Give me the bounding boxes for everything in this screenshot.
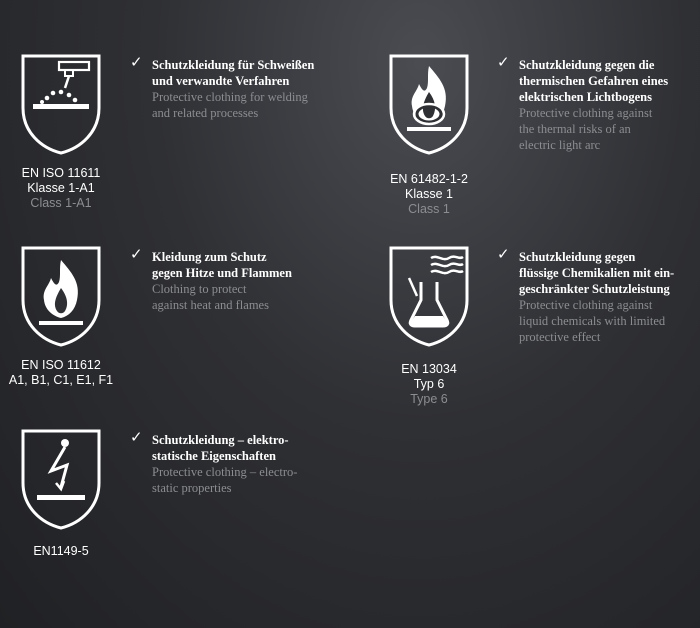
check-icon: ✓ bbox=[497, 53, 510, 71]
description-en-line: against heat and flames bbox=[152, 298, 269, 312]
description-de-line: geschränkter Schutzleistung bbox=[519, 282, 670, 296]
description-en-line: Protective clothing – electro- bbox=[152, 465, 298, 479]
description-de-line: und verwandte Verfahren bbox=[152, 74, 290, 88]
description-en-line: Protective clothing for welding bbox=[152, 90, 308, 104]
standard-class-en: Class 1 bbox=[408, 202, 450, 216]
standard-number: EN 61482-1-2 bbox=[390, 172, 468, 186]
standard-class-en: Class 1-A1 bbox=[30, 196, 92, 210]
description-en-line: Clothing to protect bbox=[152, 282, 247, 296]
description bbox=[130, 53, 315, 121]
description-en-line: the thermal risks of an bbox=[519, 122, 631, 136]
standard-class: A1, B1, C1, E1, F1 bbox=[8, 373, 114, 387]
description-en-line: Protective clothing against bbox=[519, 298, 653, 312]
standard-number: EN1149-5 bbox=[33, 544, 89, 558]
standard-label bbox=[0, 166, 126, 211]
check-icon: ✓ bbox=[497, 245, 510, 263]
standard-label bbox=[0, 544, 126, 559]
standard-number: EN 13034 bbox=[401, 362, 457, 376]
check-icon: ✓ bbox=[130, 245, 143, 263]
description-en-line: and related processes bbox=[152, 106, 259, 120]
description-en-line: protective effect bbox=[519, 330, 601, 344]
description-en-line: Protective clothing against bbox=[519, 106, 653, 120]
standard-class-en: Type 6 bbox=[410, 392, 448, 406]
standard-number: EN ISO 11612 bbox=[21, 358, 101, 372]
check-icon: ✓ bbox=[130, 53, 143, 71]
standard-number: EN ISO 11611 bbox=[21, 166, 101, 180]
description bbox=[130, 245, 292, 313]
description-de-line: Schutzkleidung – elektro- bbox=[152, 433, 289, 447]
description-de-line: gegen Hitze und Flammen bbox=[152, 266, 292, 280]
description-de-line: Schutzkleidung gegen die bbox=[519, 58, 655, 72]
standard-class: Klasse 1 bbox=[405, 187, 453, 201]
electric-arc-flame-icon bbox=[387, 52, 471, 156]
description bbox=[130, 428, 298, 496]
flame-icon bbox=[19, 244, 103, 348]
description-en-line: liquid chemicals with limited bbox=[519, 314, 666, 328]
description-en-line: electric light arc bbox=[519, 138, 601, 152]
chemical-flask-icon bbox=[387, 244, 471, 348]
standard-label bbox=[364, 172, 494, 217]
description bbox=[497, 245, 675, 345]
description-de-line: Schutzkleidung für Schweißen bbox=[152, 58, 315, 72]
standard-label bbox=[0, 358, 126, 388]
description-de-line: elektrischen Lichtbogens bbox=[519, 90, 652, 104]
description-de-line: Kleidung zum Schutz bbox=[152, 250, 267, 264]
description-de-line: thermischen Gefahren eines bbox=[519, 74, 669, 88]
welding-icon bbox=[19, 52, 103, 156]
electrostatic-icon bbox=[19, 427, 103, 531]
description-de-line: Schutzkleidung gegen bbox=[519, 250, 636, 264]
description-de-line: statische Eigenschaften bbox=[152, 449, 276, 463]
standard-class: Klasse 1-A1 bbox=[27, 181, 95, 195]
standard-label bbox=[364, 362, 494, 407]
check-icon: ✓ bbox=[130, 428, 143, 446]
standard-class: Typ 6 bbox=[413, 377, 445, 391]
description-en-line: static properties bbox=[152, 481, 232, 495]
description bbox=[497, 53, 669, 153]
description-de-line: flüssige Chemikalien mit ein- bbox=[519, 266, 675, 280]
